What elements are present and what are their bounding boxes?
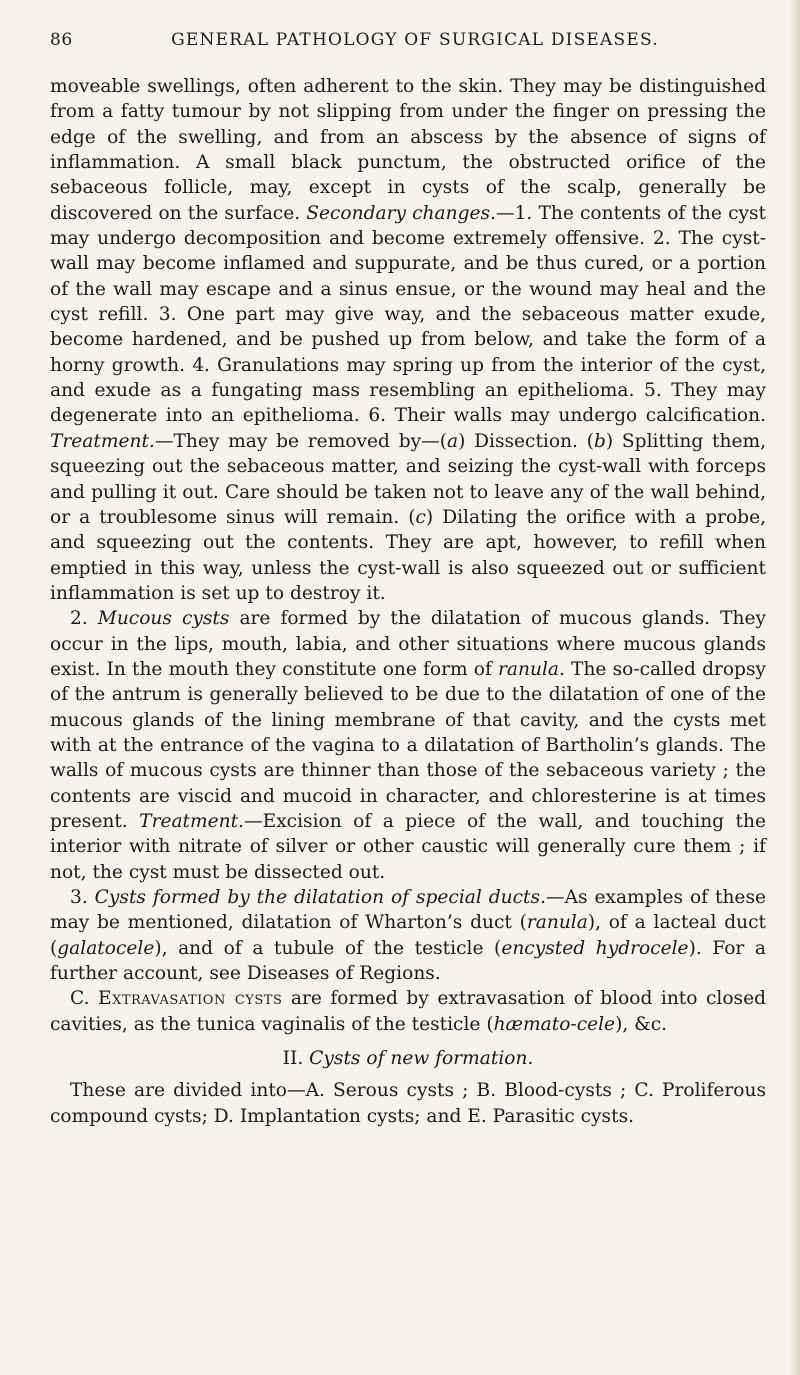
text-run: ) Splitting them, squeezing out the sebaceous matter, and seizing the cyst-wall with forceps and pulling it out. Care should be taken not to leave any of the wall behind, or a troublesome sinus will remain. ( [50,430,766,528]
text-run: ) Dissection. ( [458,430,594,452]
paragraph-extravasation-cysts [50,986,766,1037]
text-run: ). For a further account, see Diseases of Regions. [50,937,767,985]
heading-numeral: II. [282,1048,310,1070]
italic-run: ranula. [498,658,565,680]
section-heading [50,1046,766,1071]
paragraph-special-ducts [50,885,766,986]
smallcaps-run: Extravasation cysts [98,988,283,1010]
italic-run: Secondary changes. [306,202,496,224]
text-run: These are divided into—A. Serous cysts ; B. Blood-cysts ; C. Proliferous compound cysts; D. Implantation cysts; and E. Parasitic cysts. [50,1080,766,1127]
page-edge-shadow [790,0,800,1375]
paragraph-new-formation [50,1078,766,1129]
text-run: 2. [70,608,98,630]
running-header [50,30,760,50]
text-run: C. [70,988,98,1010]
italic-run: b [593,430,606,452]
paragraph-mucous-cysts [50,606,766,885]
text-run: —As examples of these may be mentioned, dilatation of Wharton’s duct ( [50,887,766,934]
text-run: The so-called dropsy of the antrum is generally believed to be due to the dilatation of one of the mucous glands of the lining membrane of that cavity, and the cysts met with at the entrance of the vagina to a dilatation of Bartholin’s glands. The walls of mucous cysts are thinner than those of the sebaceous variety ; the contents are viscid and mucoid in character, and chloresterine is at times present. [50,658,766,832]
page-body [50,74,766,1129]
paragraph-sebaceous-cysts [50,74,766,606]
italic-run: a [446,430,459,452]
italic-run: hæmato-cele [493,1013,616,1035]
text-run: ) Dilating the orifice with a probe, and squeezing out the contents. They are apt, however, to refill when emptied in this way, unless the cyst-wall is also squeezed out or sufficient inflammation is set up to destroy it. [50,506,766,604]
text-run: 3. [70,887,95,908]
italic-run: c [415,506,426,528]
text-run: —They may be removed by—( [154,430,447,452]
italic-run: galatocele [57,937,155,959]
italic-run: Treatment. [139,810,245,832]
text-run: ), &c. [615,1013,668,1035]
text-run: are formed by the dilatation of mucous glands. They occur in the lips, mouth, labia, and other situations where mucous glands exist. In the mouth they constitute one form of [50,608,766,680]
text-run: are formed by extravasation of blood into closed cavities, as the tunica vaginalis of the testicle ( [50,988,766,1035]
text-run: —1. The contents of the cyst may undergo decomposition and become extremely offensive. 2. The cyst-wall may become inflamed and suppurate, and be thus cured, or a portion of the wall may escape and a sinus ensue, or the wound may heal and the cyst refill. 3. One part may give way, and the sebaceous matter exude, become hardened, and be pushed up from below, and take the form of a horny growth. 4. Granulations may spring up from the interior of the cyst, and exude as a fungating mass resembling an epithelioma. 5. They may degenerate into an epithelioma. 6. Their walls may undergo calcification. [50,202,767,427]
italic-run: ranula [526,912,588,934]
text-run: moveable swellings, often adherent to the skin. They may be distinguished from a fatty tumour by not slipping from under the finger on pressing the edge of the swelling, and from an abscess by the absence of signs of inflammation. A small black punctum, the obstructed orifice of the sebaceous follicle, may, except in cysts of the scalp, generally be discovered on the surface. [50,76,766,224]
italic-run: encysted hydrocele [501,937,689,959]
text-run: ), and of a tubule of the testicle ( [154,937,502,959]
text-run: ), of a lacteal duct ( [50,912,767,959]
page-number: 86 [50,30,73,50]
italic-run: Treatment. [50,430,155,452]
running-title: GENERAL PATHOLOGY OF SURGICAL DISEASES. [171,30,659,50]
heading-text: Cysts of new formation. [309,1048,534,1070]
text-run: —Excision of a piece of the wall, and touching the interior with nitrate of silver or other caustic will generally cure them ; if not, the cyst must be dissected out. [50,810,766,883]
italic-run: Cysts formed by the dilatation of special ducts. [94,887,546,908]
italic-run: Mucous cysts [97,608,230,630]
